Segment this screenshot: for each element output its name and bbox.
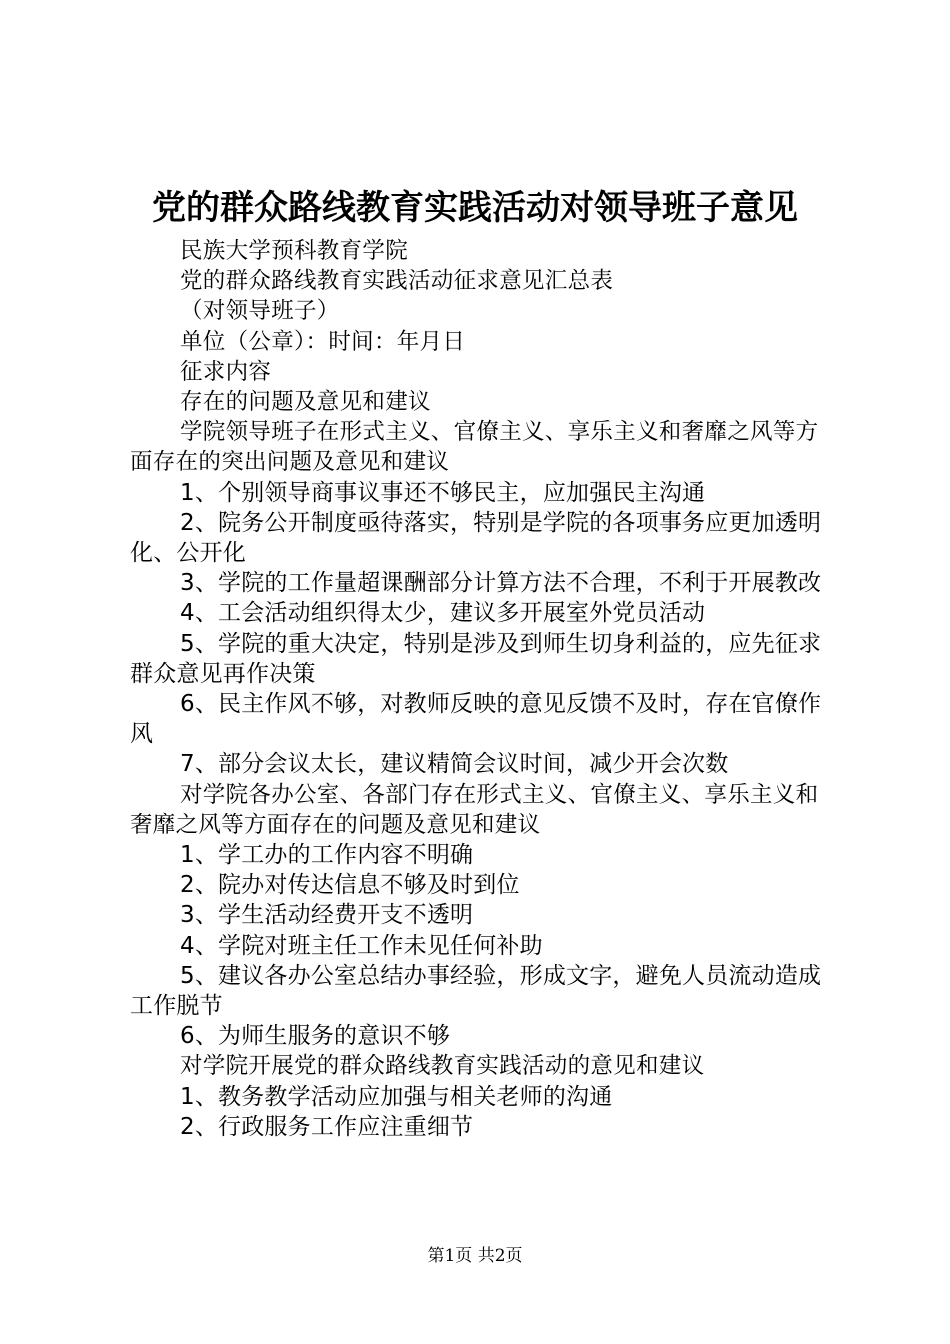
body-paragraph: 征求内容 — [180, 358, 272, 385]
body-paragraph: 民族大学预科教育学院 — [180, 238, 409, 264]
body-paragraph: 对学院各办公室、各部门存在形式主义、官僚主义、享乐主义和奢靡之风等方面存在的问题及意见和建议 — [130, 781, 819, 838]
body-paragraph: 1、个别领导商事议事还不够民主，应加强民主沟通 — [180, 479, 706, 506]
body-paragraph: 单位（公章）：时间：年月日 — [180, 328, 466, 355]
body-paragraph: 对学院开展党的群众路线教育实践活动的意见和建议 — [180, 1053, 705, 1080]
body-paragraph: 学院领导班子在形式主义、官僚主义、享乐主义和奢靡之风等方面存在的突出问题及意见和建议 — [130, 419, 819, 476]
body-paragraph: 2、行政服务工作应注重细节 — [180, 1113, 474, 1140]
body-paragraph: 4、学院对班主任工作未见任何补助 — [180, 932, 543, 959]
body-paragraph: 3、学院的工作量超课酬部分计算方法不合理，不利于开展教改 — [180, 570, 822, 597]
body-paragraph: 党的群众路线教育实践活动征求意见汇总表 — [180, 268, 614, 295]
body-paragraph: （对领导班子） — [180, 298, 340, 325]
body-paragraph: 3、学生活动经费开支不透明 — [180, 902, 474, 929]
body-paragraph: 5、建议各办公室总结办事经验，形成文字，避免人员流动造成工作脱节 — [130, 962, 822, 1020]
body-paragraph: 4、工会活动组织得太少，建议多开展室外党员活动 — [180, 600, 706, 627]
body-paragraph: 1、教务教学活动应加强与相关老师的沟通 — [180, 1083, 613, 1110]
body-paragraph: 6、民主作风不够，对教师反映的意见反馈不及时，存在官僚作风 — [130, 691, 822, 748]
page-footer: 第1页 共2页 — [427, 1246, 523, 1266]
body-paragraph: 存在的问题及意见和建议 — [180, 389, 431, 416]
body-paragraph: 6、为师生服务的意识不够 — [180, 1023, 451, 1050]
document-body — [130, 236, 830, 1142]
document-title: 党的群众路线教育实践活动对领导班子意见 — [152, 188, 798, 228]
body-paragraph: 2、院办对传达信息不够及时到位 — [180, 872, 520, 899]
body-paragraph: 2、院务公开制度亟待落实，特别是学院的各项事务应更加透明化、公开化 — [130, 509, 822, 567]
body-paragraph: 7、部分会议太长，建议精简会议时间，减少开会次数 — [180, 751, 729, 778]
body-paragraph: 1、学工办的工作内容不明确 — [180, 842, 474, 869]
body-paragraph: 5、学院的重大决定，特别是涉及到师生切身利益的，应先征求群众意见再作决策 — [130, 630, 822, 687]
